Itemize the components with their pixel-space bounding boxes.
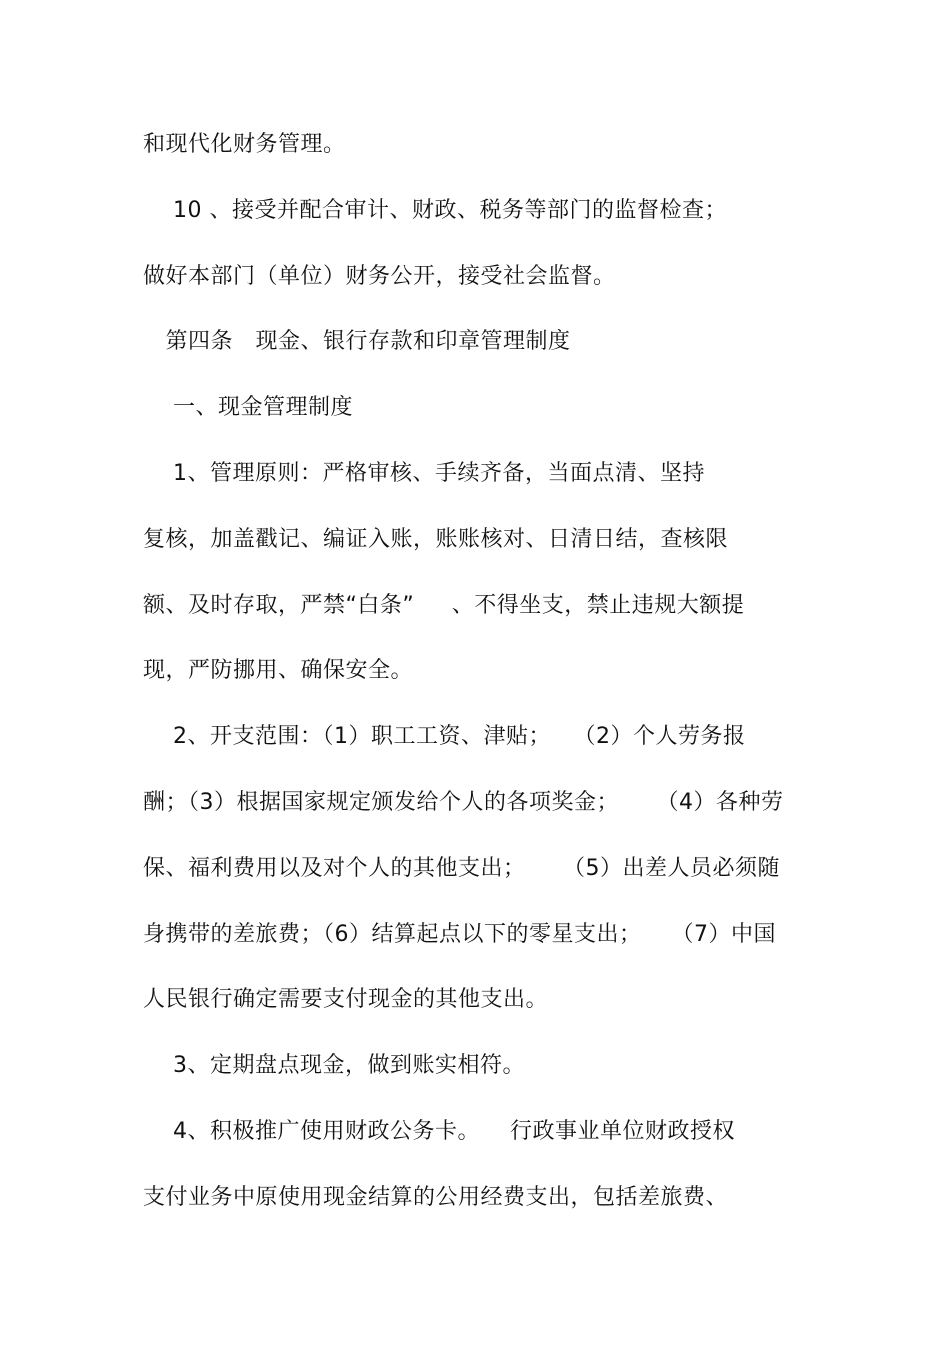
text-line: 支付业务中原使用现金结算的公用经费支出，包括差旅费、 [143, 1185, 729, 1210]
text-line: 3、定期盘点现金，做到账实相符。 [143, 1053, 525, 1078]
text-line: 10 、接受并配合审计、财政、税务等部门的监督检查； [143, 198, 727, 223]
text-line: 额、及时存取，严禁“白条” 、不得坐支，禁止违规大额提 [143, 593, 745, 618]
subsection-heading: 一、现金管理制度 [143, 395, 353, 420]
text-line: 2、开支范围：（1）职工工资、津贴； （2）个人劳务报 [143, 724, 746, 749]
text-line: 身携带的差旅费；（6）结算起点以下的零星支出； （7）中国 [143, 922, 776, 947]
text-line: 做好本部门（单位）财务公开，接受社会监督。 [143, 264, 616, 289]
text-line: 1、管理原则：严格审核、手续齐备，当面点清、坚持 [143, 461, 705, 486]
text-line: 保、福利费用以及对个人的其他支出； （5）出差人员必须随 [143, 856, 780, 881]
text-line: 和现代化财务管理。 [143, 132, 346, 157]
text-line: 人民银行确定需要支付现金的其他支出。 [143, 987, 549, 1012]
text-line: 酬；（3）根据国家规定颁发给个人的各项奖金； （4）各种劳 [143, 790, 784, 815]
text-line: 4、积极推广使用财政公务卡。 行政事业单位财政授权 [143, 1119, 735, 1144]
section-heading: 第四条 现金、银行存款和印章管理制度 [143, 329, 571, 354]
text-line: 现，严防挪用、确保安全。 [143, 658, 414, 683]
text-line: 复核，加盖戳记、编证入账，账账核对、日清日结，查核限 [143, 527, 729, 552]
